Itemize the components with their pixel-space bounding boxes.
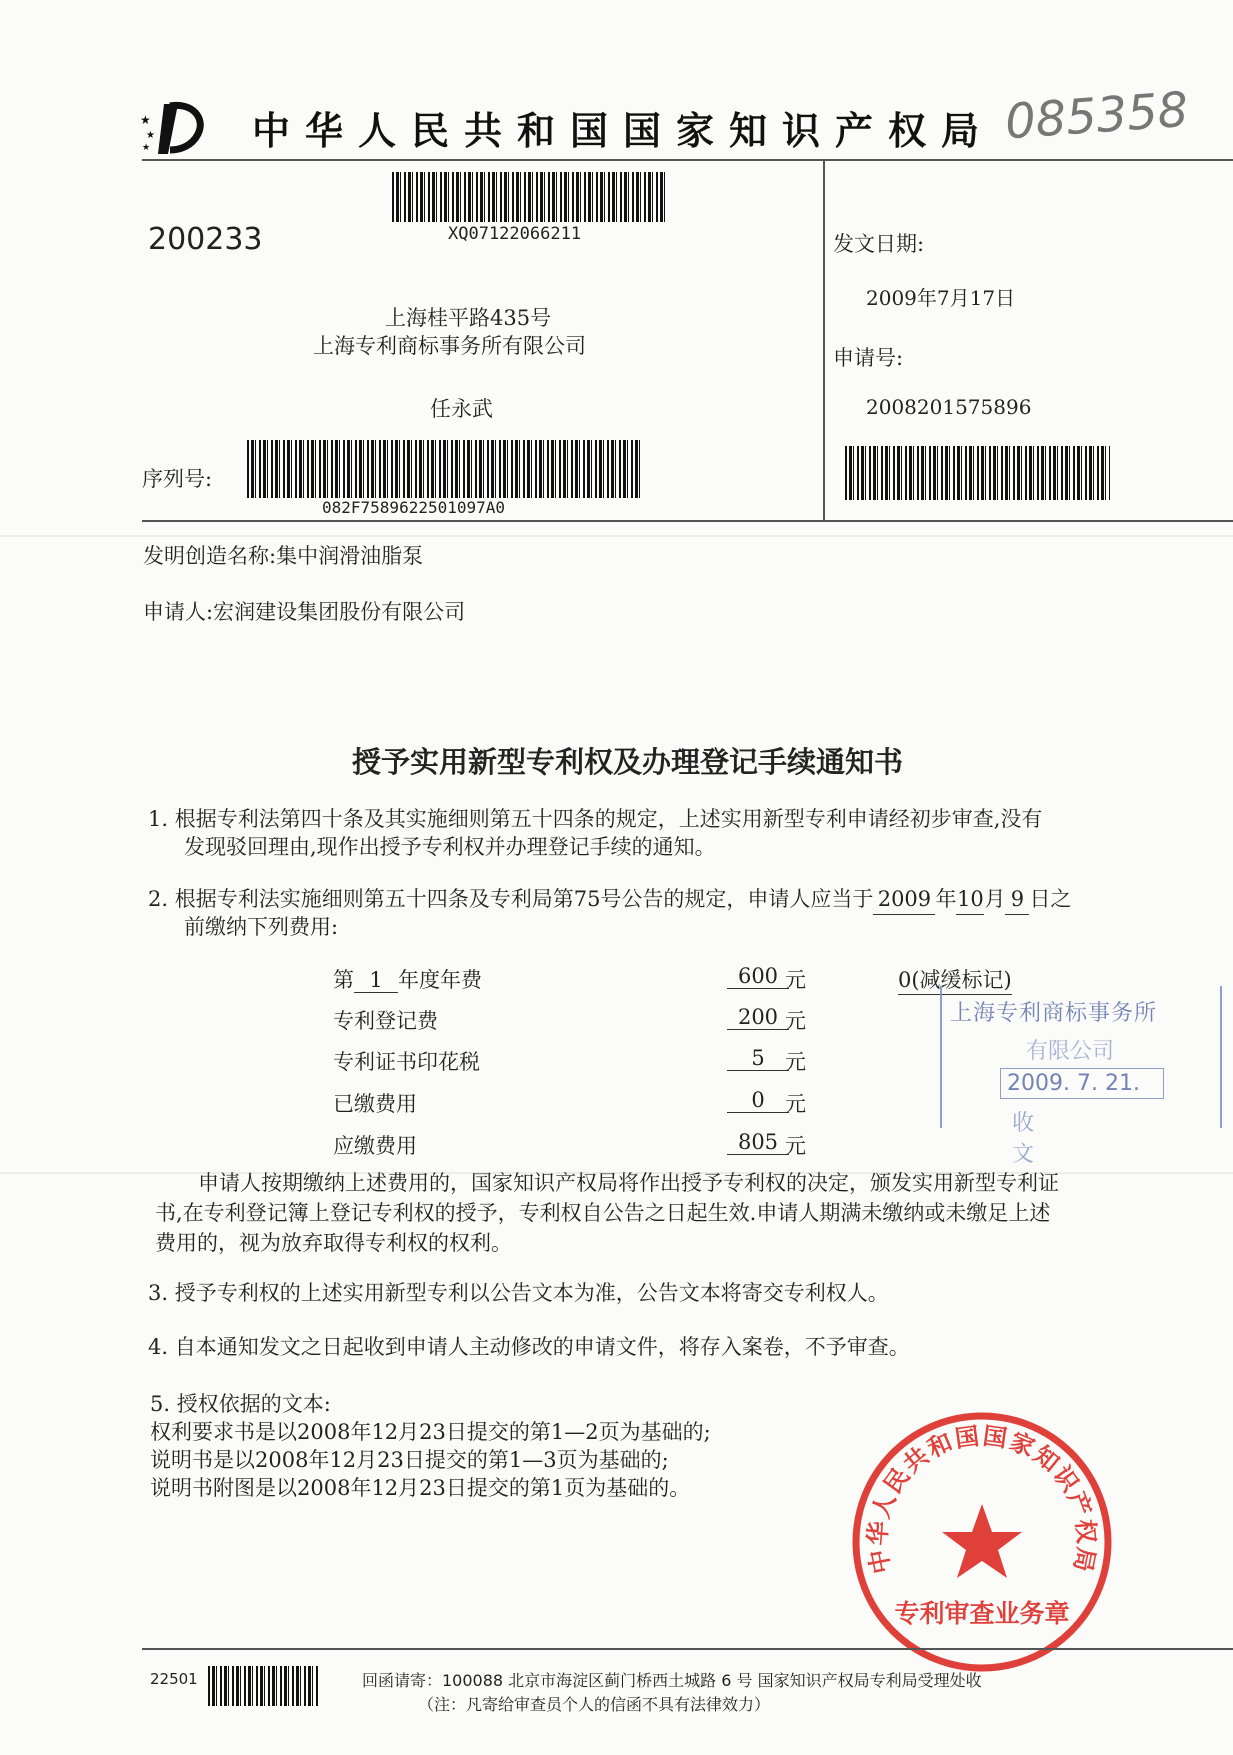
serial-barcode bbox=[247, 440, 642, 498]
applicant-row bbox=[143, 596, 465, 626]
received-stamp-line-2: 有限公司 bbox=[1026, 1039, 1115, 1064]
item-2-line-1 bbox=[148, 884, 1071, 915]
fee-label-annual: 第 1 年度年费 bbox=[333, 968, 482, 992]
fee-amount-registration: 200 bbox=[727, 1005, 789, 1030]
received-stamp bbox=[940, 986, 1222, 1167]
received-stamp-mark: 收 文 bbox=[1012, 1111, 1095, 1167]
address-line-1: 上海桂平路435号 bbox=[385, 306, 552, 330]
fee-amount-stamp-tax: 5 bbox=[727, 1046, 789, 1071]
invention-name-label: 发明创造名称: bbox=[143, 544, 277, 568]
column-divider bbox=[823, 159, 825, 522]
footer-notice: （注：凡寄给审查员个人的信函不具有法律效力） bbox=[418, 1695, 771, 1714]
footer-code: 22501 bbox=[150, 1670, 198, 1688]
official-seal bbox=[848, 1408, 1116, 1676]
note-line-1: 申请人按期缴纳上述费用的，国家知识产权局将作出授予专利权的决定，颁发实用新型专利证 bbox=[198, 1171, 1059, 1195]
recipient-name: 任永武 bbox=[430, 397, 493, 421]
due-year: 2009 bbox=[873, 884, 935, 915]
received-stamp-date: 2009. 7. 21. bbox=[1000, 1068, 1164, 1099]
note-line-2: 书,在专利登记簿上登记专利权的授予，专利权自公告之日起生效.申请人期满未缴纳或未缴足上述 bbox=[155, 1201, 1051, 1225]
agency-title: 中华人民共和国国家知识产权局 bbox=[252, 109, 995, 153]
seal-bottom-text: 专利审查业务章 bbox=[894, 1599, 1070, 1628]
fee-unit: 元 bbox=[785, 968, 806, 992]
fee-amount-due: 805 bbox=[727, 1130, 789, 1155]
due-month-unit: 月 bbox=[984, 887, 1006, 911]
item-2-text: 2. 根据专利法实施细则第五十四条及专利局第75号公告的规定，申请人应当于 bbox=[148, 887, 874, 911]
app-no-barcode bbox=[845, 446, 1110, 500]
fee-label-stamp-tax: 专利证书印花税 bbox=[333, 1050, 480, 1074]
footer-return-address: 回函请寄：100088 北京市海淀区蓟门桥西土城路 6 号 国家知识产权局专利局受理处收 bbox=[362, 1671, 982, 1690]
received-stamp-line-1: 上海专利商标事务所 bbox=[950, 1001, 1158, 1026]
note-line-3: 费用的，视为放弃取得专利权的权利。 bbox=[155, 1231, 512, 1255]
paper-fold bbox=[0, 535, 1233, 537]
item-3: 3. 授予专利权的上述实用新型专利以公告文本为准，公告文本将寄交专利权人。 bbox=[148, 1281, 889, 1305]
serial-label: 序列号: bbox=[142, 467, 213, 491]
fee-label-registration: 专利登记费 bbox=[333, 1009, 438, 1033]
due-month: 10 bbox=[956, 884, 984, 915]
item-5-line-2: 说明书是以2008年12月23日提交的第1—3页为基础的; bbox=[150, 1448, 669, 1472]
fee-unit: 元 bbox=[785, 1134, 806, 1158]
svg-text:★: ★ bbox=[142, 143, 151, 153]
address-line-2: 上海专利商标事务所有限公司 bbox=[313, 334, 586, 358]
applicant-name: 宏润建设集团股份有限公司 bbox=[213, 600, 466, 624]
header-rule bbox=[142, 159, 1233, 161]
fee-unit: 元 bbox=[785, 1092, 806, 1116]
due-day: 9 bbox=[1005, 884, 1029, 915]
cnipa-logo-icon bbox=[140, 98, 210, 158]
fee-amount-paid: 0 bbox=[727, 1088, 789, 1113]
handwritten-number: 085358 bbox=[1003, 81, 1190, 151]
svg-text:★: ★ bbox=[146, 130, 155, 141]
app-no: 2008201575896 bbox=[866, 395, 1032, 419]
item-5-line-1: 权利要求书是以2008年12月23日提交的第1—2页为基础的; bbox=[150, 1420, 711, 1444]
reduction-mark: 0(减缓标记) bbox=[898, 964, 1012, 995]
applicant-label: 申请人: bbox=[143, 600, 214, 624]
item-2-line-2: 前缴纳下列费用: bbox=[184, 915, 339, 939]
block-bottom-rule bbox=[142, 520, 1233, 522]
fee-amount-annual: 600 bbox=[727, 964, 789, 989]
tracking-barcode-text: XQ07122066211 bbox=[448, 224, 582, 244]
item-4: 4. 自本通知发文之日起收到申请人主动修改的申请文件，将存入案卷，不予审查。 bbox=[148, 1335, 910, 1359]
footer-barcode bbox=[208, 1666, 320, 1706]
item-5-title: 5. 授权依据的文本: bbox=[150, 1392, 331, 1416]
invention-name-row bbox=[143, 540, 423, 570]
svg-text:★: ★ bbox=[140, 113, 151, 127]
serial-barcode-text: 082F7589622501097A0 bbox=[322, 498, 506, 517]
seal-star-icon bbox=[942, 1504, 1022, 1578]
tracking-barcode bbox=[392, 172, 667, 222]
notice-title: 授予实用新型专利权及办理登记手续通知书 bbox=[352, 745, 904, 779]
footer-rule bbox=[142, 1648, 1233, 1650]
fee-label-due: 应缴费用 bbox=[333, 1134, 417, 1158]
item-2-suffix: 日之 bbox=[1029, 887, 1072, 911]
issue-date: 2009年7月17日 bbox=[866, 286, 1016, 310]
postal-code: 200233 bbox=[148, 222, 263, 257]
item-1-line-2: 发现驳回理由,现作出授予专利权并办理登记手续的通知。 bbox=[184, 835, 716, 859]
invention-name: 集中润滑油脂泵 bbox=[276, 544, 424, 568]
item-5-line-3: 说明书附图是以2008年12月23日提交的第1页为基础的。 bbox=[150, 1476, 691, 1500]
seal-ring-text: 中华人民共和国国家知识产权局 bbox=[863, 1421, 1101, 1576]
fee-unit: 元 bbox=[785, 1050, 806, 1074]
fee-label-paid: 已缴费用 bbox=[333, 1092, 417, 1116]
item-1-line-1: 1. 根据专利法第四十条及其实施细则第五十四条的规定，上述实用新型专利申请经初步审查,没有 bbox=[148, 807, 1043, 831]
issue-date-label: 发文日期: bbox=[833, 232, 925, 256]
annual-year: 1 bbox=[354, 968, 398, 993]
due-year-unit: 年 bbox=[935, 887, 957, 911]
fee-unit: 元 bbox=[785, 1009, 806, 1033]
app-no-label: 申请号: bbox=[833, 346, 904, 370]
